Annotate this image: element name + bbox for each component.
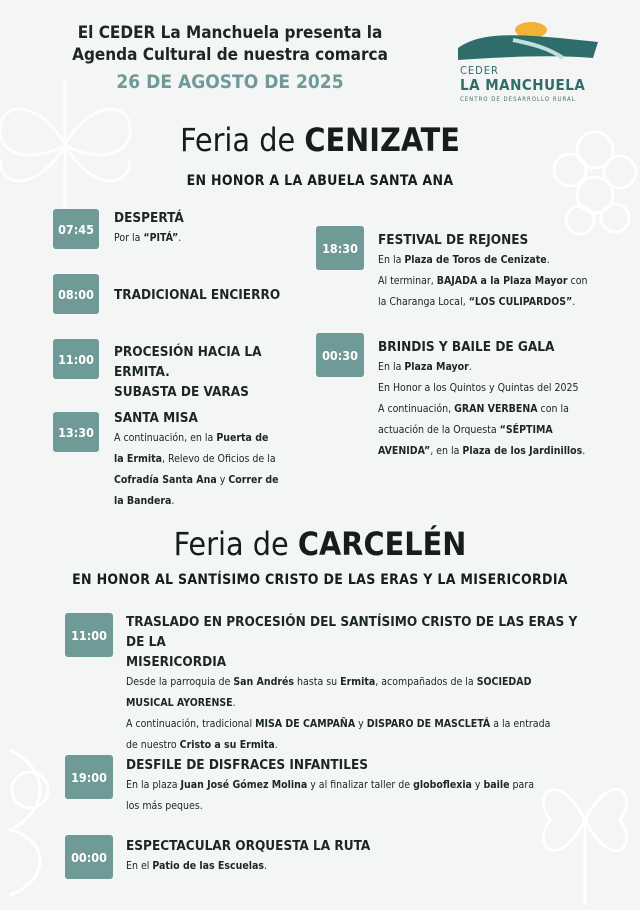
section-title-carcelen bbox=[0, 524, 640, 564]
logo-brand-sub: CENTRO DE DESARROLLO RURAL bbox=[460, 96, 576, 103]
time-badge: 07:45 bbox=[53, 209, 99, 249]
logo-landscape-icon bbox=[453, 18, 603, 64]
ceder-logo bbox=[448, 18, 608, 108]
event-title: BRINDIS Y BAILE DE GALA bbox=[378, 339, 555, 355]
section-title-cenizate bbox=[0, 120, 640, 160]
time-badge: 00:30 bbox=[316, 333, 364, 377]
event-title: SANTA MISA bbox=[114, 410, 198, 426]
header bbox=[30, 22, 430, 96]
event-title: FESTIVAL DE REJONES bbox=[378, 232, 529, 248]
header-line-2: Agenda Cultural de nuestra comarca bbox=[72, 45, 388, 65]
event-description: A continuación, en la Puerta de la Ermita, Relevo de Oficios de la Cofradía Santa Ana y Correr de la Bandera. bbox=[114, 432, 279, 507]
header-line-1: El CEDER La Manchuela presenta la bbox=[77, 23, 383, 43]
event-title-line-2: MISERICORDIA bbox=[126, 654, 227, 670]
time-badge: 08:00 bbox=[53, 274, 99, 314]
event-title: DESFILE DE DISFRACES INFANTILES bbox=[126, 757, 368, 773]
logo-brand-big: LA MANCHUELA bbox=[460, 76, 586, 94]
event-santa-misa bbox=[114, 408, 314, 512]
event-title: TRADICIONAL ENCIERRO bbox=[114, 287, 281, 303]
time-badge: 00:00 bbox=[65, 835, 113, 879]
event-encierro bbox=[114, 285, 314, 305]
event-description: En la Plaza de Toros de Cenizate. Al terminar, BAJADA a la Plaza Mayor con la Charanga Local, “LOS CULIPARDOS”. bbox=[378, 254, 588, 308]
logo-brand-small: CEDER bbox=[460, 64, 499, 77]
time-badge: 18:30 bbox=[316, 226, 364, 270]
event-description: En el Patio de las Escuelas. bbox=[126, 860, 267, 872]
event-festival-rejones bbox=[378, 230, 628, 313]
section-title-place: CENIZATE bbox=[304, 121, 460, 159]
event-desfile bbox=[126, 755, 586, 817]
event-orquesta bbox=[126, 836, 586, 877]
event-title: PROCESIÓN HACIA LA ERMITA. bbox=[114, 344, 262, 380]
time-badge: 13:30 bbox=[53, 412, 99, 452]
event-traslado bbox=[126, 612, 586, 756]
event-title: DESPERTÁ bbox=[114, 210, 184, 226]
event-despierta bbox=[114, 208, 314, 249]
event-description: En la Plaza Mayor. En Honor a los Quintos y Quintas del 2025 A continuación, GRAN VERBENA con la actuación de la Orquesta “SÉPTIMA AVENIDA”, en la Plaza de los Jardinillos. bbox=[378, 361, 586, 457]
event-date: 26 DE AGOSTO DE 2025 bbox=[116, 71, 344, 93]
event-description: En la plaza Juan José Gómez Molina y al finalizar taller de globoflexia y baile para los más peques. bbox=[126, 779, 535, 812]
section-subtitle-cenizate: EN HONOR A LA ABUELA SANTA ANA bbox=[186, 173, 454, 189]
event-procesion bbox=[114, 342, 314, 402]
time-badge: 19:00 bbox=[65, 755, 113, 799]
event-title: ESPECTACULAR ORQUESTA LA RUTA bbox=[126, 838, 371, 854]
section-title-place: CARCELÉN bbox=[297, 525, 467, 563]
event-description: Desde la parroquia de San Andrés hasta su Ermita, acompañados de la SOCIEDAD MUSICAL AYORENSE. A continuación, tradicional MISA DE CAMPAÑA y DISPARO DE MASCLETÁ a la entrada de nuestro Cristo a su Ermita. bbox=[126, 676, 551, 751]
time-badge: 11:00 bbox=[65, 613, 113, 657]
section-subtitle-carcelen: EN HONOR AL SANTÍSIMO CRISTO DE LAS ERAS Y LA MISERICORDIA bbox=[72, 572, 568, 588]
event-title-line-2: SUBASTA DE VARAS bbox=[114, 384, 249, 400]
time-badge: 11:00 bbox=[53, 339, 99, 379]
event-title: TRASLADO EN PROCESIÓN DEL SANTÍSIMO CRISTO DE LAS ERAS Y DE LA bbox=[126, 614, 578, 650]
section-title-prefix: Feria de bbox=[173, 525, 289, 563]
event-brindis bbox=[378, 337, 633, 462]
section-title-prefix: Feria de bbox=[180, 121, 296, 159]
event-description: Por la “PITÁ”. bbox=[114, 232, 182, 244]
